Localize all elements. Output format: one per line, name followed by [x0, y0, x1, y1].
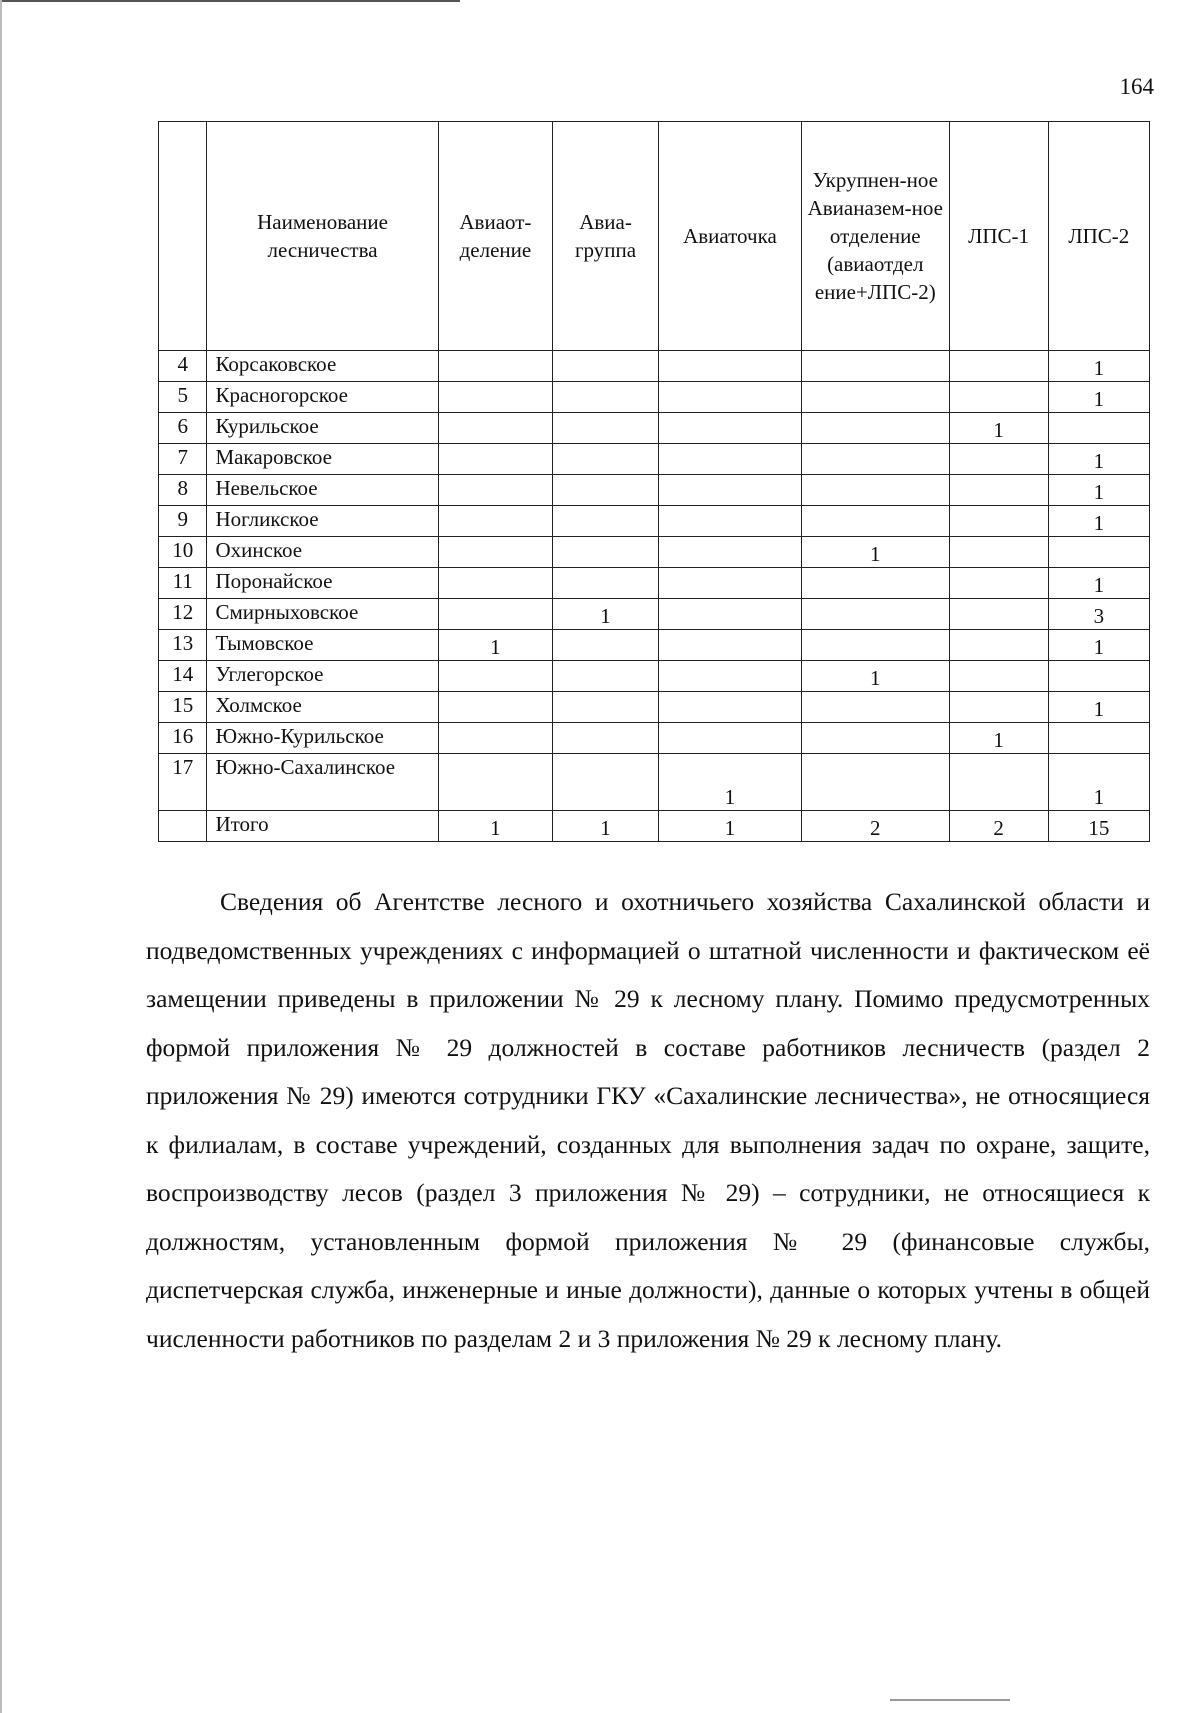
- row-number: 4: [159, 351, 207, 382]
- aviation-group-value: [553, 475, 659, 506]
- forestry-name: Поронайское: [207, 568, 438, 599]
- table-row: [159, 754, 1150, 811]
- aviation-point-value: [658, 413, 801, 444]
- row-number: 14: [159, 661, 207, 692]
- page-number: 164: [1119, 74, 1154, 99]
- aviation-point-value: [658, 630, 801, 661]
- total-lps-2: 15: [1048, 811, 1149, 842]
- aviation-point-value: [658, 444, 801, 475]
- enlarged-department-value: [802, 475, 950, 506]
- aviation-point-value: [658, 382, 801, 413]
- lps-2-value: 3: [1048, 599, 1149, 630]
- total-row: [159, 811, 1150, 842]
- aviation-group-value: [553, 382, 659, 413]
- table-row: [159, 351, 1150, 382]
- lps-1-value: [949, 661, 1048, 692]
- header-aviation-group: Авиа-группа: [553, 122, 659, 351]
- forestry-name: Охинское: [207, 537, 438, 568]
- aviation-point-value: [658, 599, 801, 630]
- header-aviation-department: Авиаот-деление: [438, 122, 553, 351]
- aviation-group-value: [553, 506, 659, 537]
- total-lps-1: 2: [949, 811, 1048, 842]
- aviation-department-value: [438, 382, 553, 413]
- forestry-fire-units-table: [158, 121, 1150, 842]
- total-label: Итого: [207, 811, 438, 842]
- enlarged-department-value: [802, 754, 950, 811]
- lps-2-value: [1048, 723, 1149, 754]
- enlarged-department-value: [802, 692, 950, 723]
- forestry-name: Холмское: [207, 692, 438, 723]
- header-forestry-name: Наименование лесничества: [207, 122, 438, 351]
- forestry-name: Углегорское: [207, 661, 438, 692]
- aviation-department-value: [438, 537, 553, 568]
- lps-1-value: [949, 692, 1048, 723]
- aviation-department-value: [438, 444, 553, 475]
- enlarged-department-value: [802, 444, 950, 475]
- scan-left-edge: [0, 0, 2, 1713]
- row-number: 6: [159, 413, 207, 444]
- header-lps-2: ЛПС-2: [1048, 122, 1149, 351]
- forestry-name: Красногорское: [207, 382, 438, 413]
- lps-2-value: [1048, 661, 1149, 692]
- total-aviation-department: 1: [438, 811, 553, 842]
- aviation-group-value: [553, 568, 659, 599]
- header-lps-1: ЛПС-1: [949, 122, 1048, 351]
- table-row: [159, 599, 1150, 630]
- aviation-group-value: [553, 661, 659, 692]
- header-aviation-point: Авиаточка: [658, 122, 801, 351]
- forestry-name: Южно-Сахалинское: [207, 754, 438, 811]
- aviation-group-value: [553, 413, 659, 444]
- total-aviation-group: 1: [553, 811, 659, 842]
- header-number: [159, 122, 207, 351]
- enlarged-department-value: [802, 568, 950, 599]
- lps-2-value: 1: [1048, 630, 1149, 661]
- lps-1-value: [949, 382, 1048, 413]
- aviation-group-value: [553, 723, 659, 754]
- aviation-department-value: [438, 351, 553, 382]
- aviation-group-value: [553, 754, 659, 811]
- aviation-point-value: [658, 568, 801, 599]
- row-number: 15: [159, 692, 207, 723]
- lps-2-value: 1: [1048, 475, 1149, 506]
- aviation-point-value: [658, 723, 801, 754]
- forestry-name: Южно-Курильское: [207, 723, 438, 754]
- table-row: [159, 630, 1150, 661]
- lps-2-value: 1: [1048, 351, 1149, 382]
- lps-1-value: [949, 568, 1048, 599]
- row-number: 8: [159, 475, 207, 506]
- row-number: 17: [159, 754, 207, 811]
- enlarged-department-value: [802, 599, 950, 630]
- aviation-point-value: [658, 661, 801, 692]
- enlarged-department-value: [802, 630, 950, 661]
- lps-1-value: 1: [949, 723, 1048, 754]
- table-header-row: [159, 122, 1150, 351]
- total-aviation-point: 1: [658, 811, 801, 842]
- aviation-department-value: [438, 599, 553, 630]
- lps-1-value: 1: [949, 413, 1048, 444]
- aviation-department-value: [438, 506, 553, 537]
- lps-1-value: [949, 444, 1048, 475]
- aviation-point-value: [658, 692, 801, 723]
- row-number: 7: [159, 444, 207, 475]
- lps-2-value: 1: [1048, 506, 1149, 537]
- aviation-group-value: [553, 537, 659, 568]
- aviation-point-value: [658, 537, 801, 568]
- row-number: 5: [159, 382, 207, 413]
- table-row: [159, 692, 1150, 723]
- aviation-point-value: [658, 351, 801, 382]
- header-enlarged-air-ground-department: Укрупнен-ное Авианазем-ное отделение (авиаотдел ение+ЛПС-2): [802, 122, 950, 351]
- enlarged-department-value: [802, 382, 950, 413]
- aviation-group-value: 1: [553, 599, 659, 630]
- lps-1-value: [949, 630, 1048, 661]
- aviation-department-value: [438, 568, 553, 599]
- forestry-name: Макаровское: [207, 444, 438, 475]
- aviation-department-value: [438, 475, 553, 506]
- aviation-department-value: [438, 754, 553, 811]
- forestry-name: Невельское: [207, 475, 438, 506]
- enlarged-department-value: 1: [802, 661, 950, 692]
- lps-2-value: [1048, 413, 1149, 444]
- table-row: [159, 661, 1150, 692]
- enlarged-department-value: [802, 351, 950, 382]
- aviation-department-value: [438, 692, 553, 723]
- row-number: 13: [159, 630, 207, 661]
- table-row: [159, 382, 1150, 413]
- aviation-point-value: 1: [658, 754, 801, 811]
- body-paragraph: Сведения об Агентстве лесного и охотничьего хозяйства Сахалинской области и подведомственных учреждениях с информацией о штатной численности и фактическом её замещении приведены в приложении № 29 к лесному плану. Помимо предусмотренных формой приложения № 29 должностей в составе работников лесничеств (раздел 2 приложения № 29) имеются сотрудники ГКУ «Сахалинские лесничества», не относящиеся к филиалам, в составе учреждений, созданных для выполнения задач по охране, защите, воспроизводству лесов (раздел 3 приложения № 29) – сотрудники, не относящиеся к должностям, установленным формой приложения № 29 (финансовые службы, диспетчерская служба, инженерные и иные должности), данные о которых учтены в общей численности работников по разделам 2 и 3 приложения № 29 к лесному плану.: [146, 887, 1150, 1353]
- row-number: 9: [159, 506, 207, 537]
- table-row: [159, 506, 1150, 537]
- table-row: [159, 568, 1150, 599]
- lps-2-value: 1: [1048, 382, 1149, 413]
- aviation-department-value: [438, 661, 553, 692]
- forestry-name: Корсаковское: [207, 351, 438, 382]
- row-number: 10: [159, 537, 207, 568]
- scan-bottom-rule: [890, 1699, 1010, 1701]
- aviation-point-value: [658, 475, 801, 506]
- aviation-group-value: [553, 351, 659, 382]
- table-row: [159, 413, 1150, 444]
- lps-1-value: [949, 506, 1048, 537]
- aviation-group-value: [553, 692, 659, 723]
- total-row-number: [159, 811, 207, 842]
- aviation-department-value: 1: [438, 630, 553, 661]
- enlarged-department-value: 1: [802, 537, 950, 568]
- lps-2-value: 1: [1048, 692, 1149, 723]
- table-row: [159, 444, 1150, 475]
- forestry-name: Курильское: [207, 413, 438, 444]
- lps-2-value: [1048, 537, 1149, 568]
- total-enlarged-department: 2: [802, 811, 950, 842]
- table-row: [159, 475, 1150, 506]
- lps-2-value: 1: [1048, 444, 1149, 475]
- lps-1-value: [949, 351, 1048, 382]
- aviation-department-value: [438, 413, 553, 444]
- aviation-department-value: [438, 723, 553, 754]
- enlarged-department-value: [802, 413, 950, 444]
- forestry-name: Тымовское: [207, 630, 438, 661]
- enlarged-department-value: [802, 723, 950, 754]
- forestry-name: Ногликское: [207, 506, 438, 537]
- row-number: 12: [159, 599, 207, 630]
- aviation-group-value: [553, 630, 659, 661]
- forestry-name: Смирныховское: [207, 599, 438, 630]
- row-number: 11: [159, 568, 207, 599]
- lps-2-value: 1: [1048, 568, 1149, 599]
- lps-1-value: [949, 537, 1048, 568]
- lps-1-value: [949, 599, 1048, 630]
- aviation-group-value: [553, 444, 659, 475]
- row-number: 16: [159, 723, 207, 754]
- scan-top-rule: [0, 0, 460, 2]
- table-row: [159, 723, 1150, 754]
- table-row: [159, 537, 1150, 568]
- lps-1-value: [949, 475, 1048, 506]
- lps-1-value: [949, 754, 1048, 811]
- enlarged-department-value: [802, 506, 950, 537]
- lps-2-value: 1: [1048, 754, 1149, 811]
- aviation-point-value: [658, 506, 801, 537]
